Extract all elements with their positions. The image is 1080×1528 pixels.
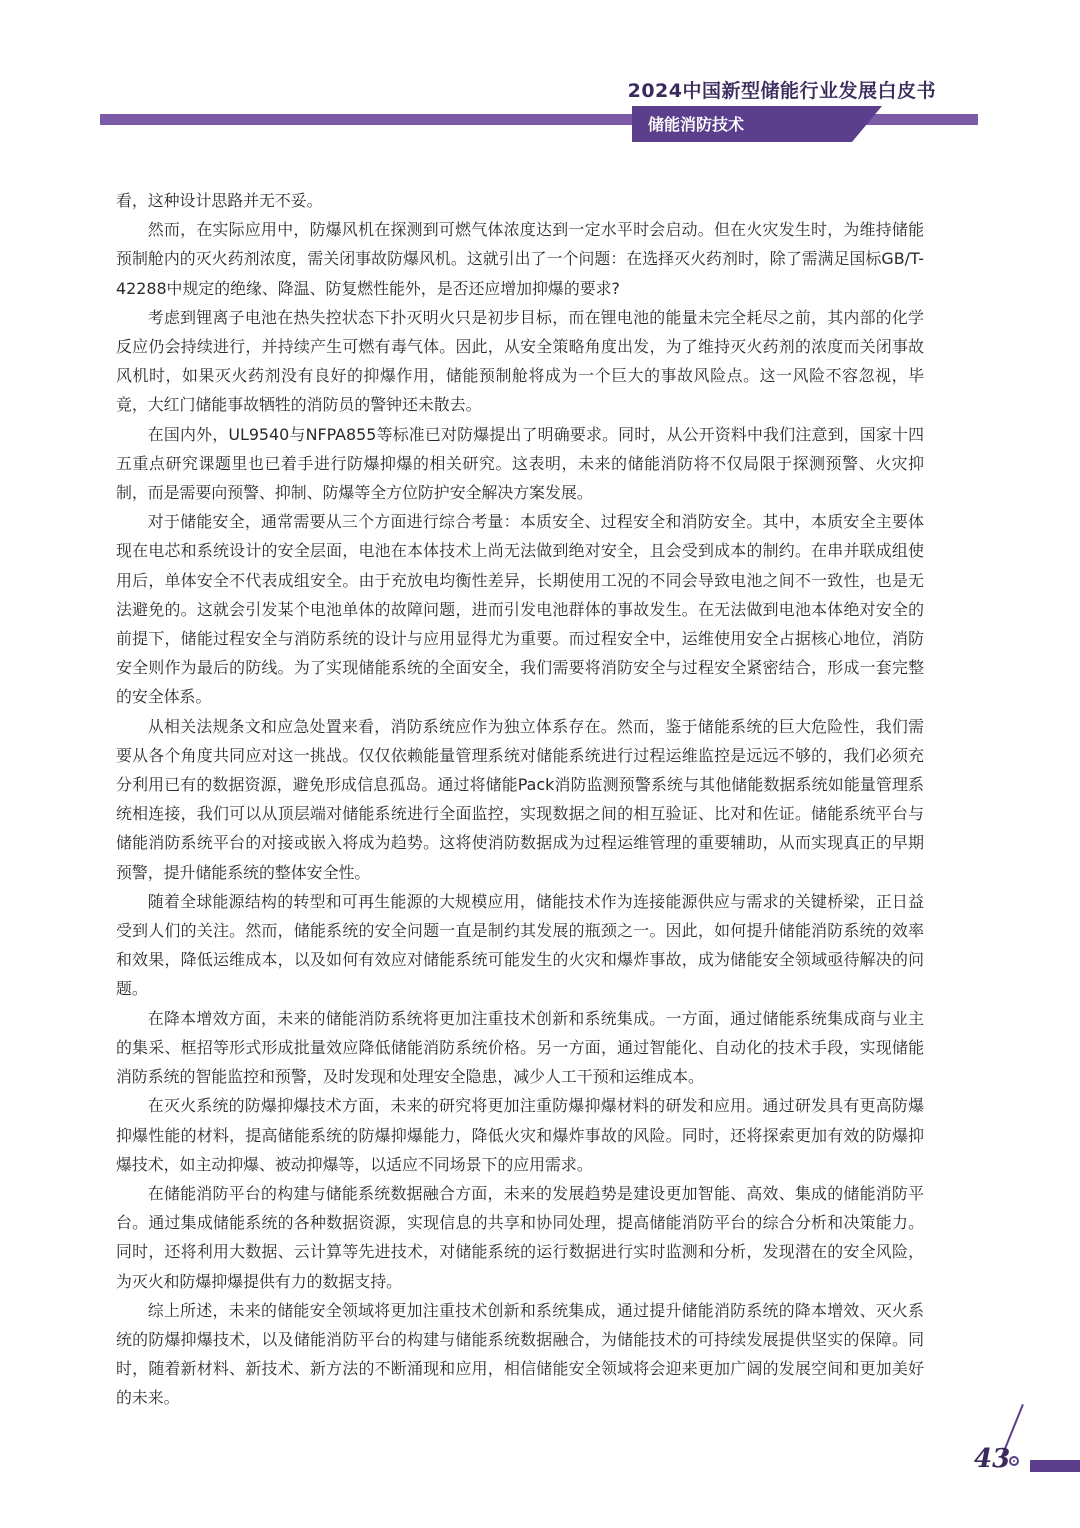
body-text: [116, 186, 924, 1413]
paragraph: 在降本增效方面，未来的储能消防系统将更加注重技术创新和系统集成。一方面，通过储能系统集成商与业主的集采、框招等形式形成批量效应降低储能消防系统价格。另一方面，通过智能化、自动化的技术手段，实现储能消防系统的智能监控和预警，及时发现和处理安全隐患，减少人工干预和运维成本。: [116, 1008, 924, 1087]
page-circle-icon: [1009, 1456, 1019, 1466]
paragraph: 考虑到锂离子电池在热失控状态下扑灭明火只是初步目标，而在锂电池的能量未完全耗尽之前，其内部的化学反应仍会持续进行，并持续产生可燃有毒气体。因此，从安全策略角度出发，为了维持灭火药剂的浓度而关闭事故风机时，如果灭火药剂没有良好的抑爆作用，储能预制舱将成为一个巨大的事故风险点。这一风险不容忽视，毕竟，大红门储能事故牺牲的消防员的警钟还未散去。: [116, 307, 924, 415]
footer-bar: [1030, 1460, 1080, 1472]
document-title: 2024中国新型储能行业发展白皮书: [627, 80, 936, 102]
paragraph: 在灭火系统的防爆抑爆技术方面，未来的研究将更加注重防爆抑爆材料的研发和应用。通过研发具有更高防爆抑爆性能的材料，提高储能系统的防爆抑爆能力，降低火灾和爆炸事故的风险。同时，还将探索更加有效的防爆抑爆技术，如主动抑爆、被动抑爆等，以适应不同场景下的应用需求。: [116, 1096, 924, 1174]
paragraph: 在国内外，UL9540与NFPA855等标准已对防爆提出了明确要求。同时，从公开资料中我们注意到，国家十四五重点研究课题里也已着手进行防爆抑爆的相关研究。这表明，未来的储能消防将不仅局限于探测预警、火灾抑制，而是需要向预警、抑制、防爆等全方位防护安全解决方案发展。: [116, 424, 924, 503]
paragraph: 在储能消防平台的构建与储能系统数据融合方面，未来的发展趋势是建设更加智能、高效、集成的储能消防平台。通过集成储能系统的各种数据资源，实现信息的共享和协同处理，提高储能消防平台的综合分析和决策能力。同时，还将利用大数据、云计算等先进技术，对储能系统的运行数据进行实时监测和分析，发现潜在的安全风险，为灭火和防爆抑爆提供有力的数据支持。: [116, 1183, 924, 1291]
paragraph: 随着全球能源结构的转型和可再生能源的大规模应用，储能技术作为连接能源供应与需求的关键桥梁，正日益受到人们的关注。然而，储能系统的安全问题一直是制约其发展的瓶颈之一。因此，如何提升储能消防系统的效率和效果，降低运维成本，以及如何有效应对储能系统可能发生的火灾和爆炸事故，成为储能安全领域亟待解决的问题。: [116, 891, 924, 999]
section-title: 储能消防技术: [648, 115, 745, 134]
paragraph: 综上所述，未来的储能安全领域将更加注重技术创新和系统集成，通过提升储能消防系统的降本增效、灭火系统的防爆抑爆技术，以及储能消防平台的构建与储能系统数据融合，为储能技术的可持续发展提供坚实的保障。同时，随着新材料、新技术、新方法的不断涌现和应用，相信储能安全领域将会迎来更加广阔的发展空间和更加美好的未来。: [116, 1300, 924, 1408]
paragraph: 从相关法规条文和应急处置来看，消防系统应作为独立体系存在。然而，鉴于储能系统的巨大危险性，我们需要从各个角度共同应对这一挑战。仅仅依赖能量管理系统对储能系统进行过程运维监控是远远不够的，我们必须充分利用已有的数据资源，避免形成信息孤岛。通过将储能Pack消防监测预警系统与其他储能数据系统如能量管理系统相连接，我们可以从顶层端对储能系统进行全面监控，实现数据之间的相互验证、比对和佐证。储能系统平台与储能消防系统平台的对接或嵌入将成为趋势。这将使消防数据成为过程运维管理的重要辅助，从而实现真正的早期预警，提升储能系统的整体安全性。: [116, 716, 924, 882]
paragraph: 然而，在实际应用中，防爆风机在探测到可燃气体浓度达到一定水平时会启动。但在火灾发生时，为维持储能预制舱内的灭火药剂浓度，需关闭事故防爆风机。这就引出了一个问题：在选择灭火药剂时，除了需满足国标GB/T-42288中规定的绝缘、降温、防复燃性能外，是否还应增加抑爆的要求?: [116, 220, 924, 298]
paragraph: 看，这种设计思路并无不妥。: [116, 191, 323, 210]
page-number: 43: [974, 1444, 1011, 1474]
paragraph: 对于储能安全，通常需要从三个方面进行综合考量：本质安全、过程安全和消防安全。其中，本质安全主要体现在电芯和系统设计的安全层面，电池在本体技术上尚无法做到绝对安全，且会受到成本的制约。在串并联成组使用后，单体安全不代表成组安全。由于充放电均衡性差异，长期使用工况的不同会导致电池之间不一致性，也是无法避免的。这就会引发某个电池单体的故障问题，进而引发电池群体的事故发生。在无法做到电池本体绝对安全的前提下，储能过程安全与消防系统的设计与应用显得尤为重要。而过程安全中，运维使用安全占据核心地位，消防安全则作为最后的防线。为了实现储能系统的全面安全，我们需要将消防安全与过程安全紧密结合，形成一套完整的安全体系。: [116, 512, 924, 707]
